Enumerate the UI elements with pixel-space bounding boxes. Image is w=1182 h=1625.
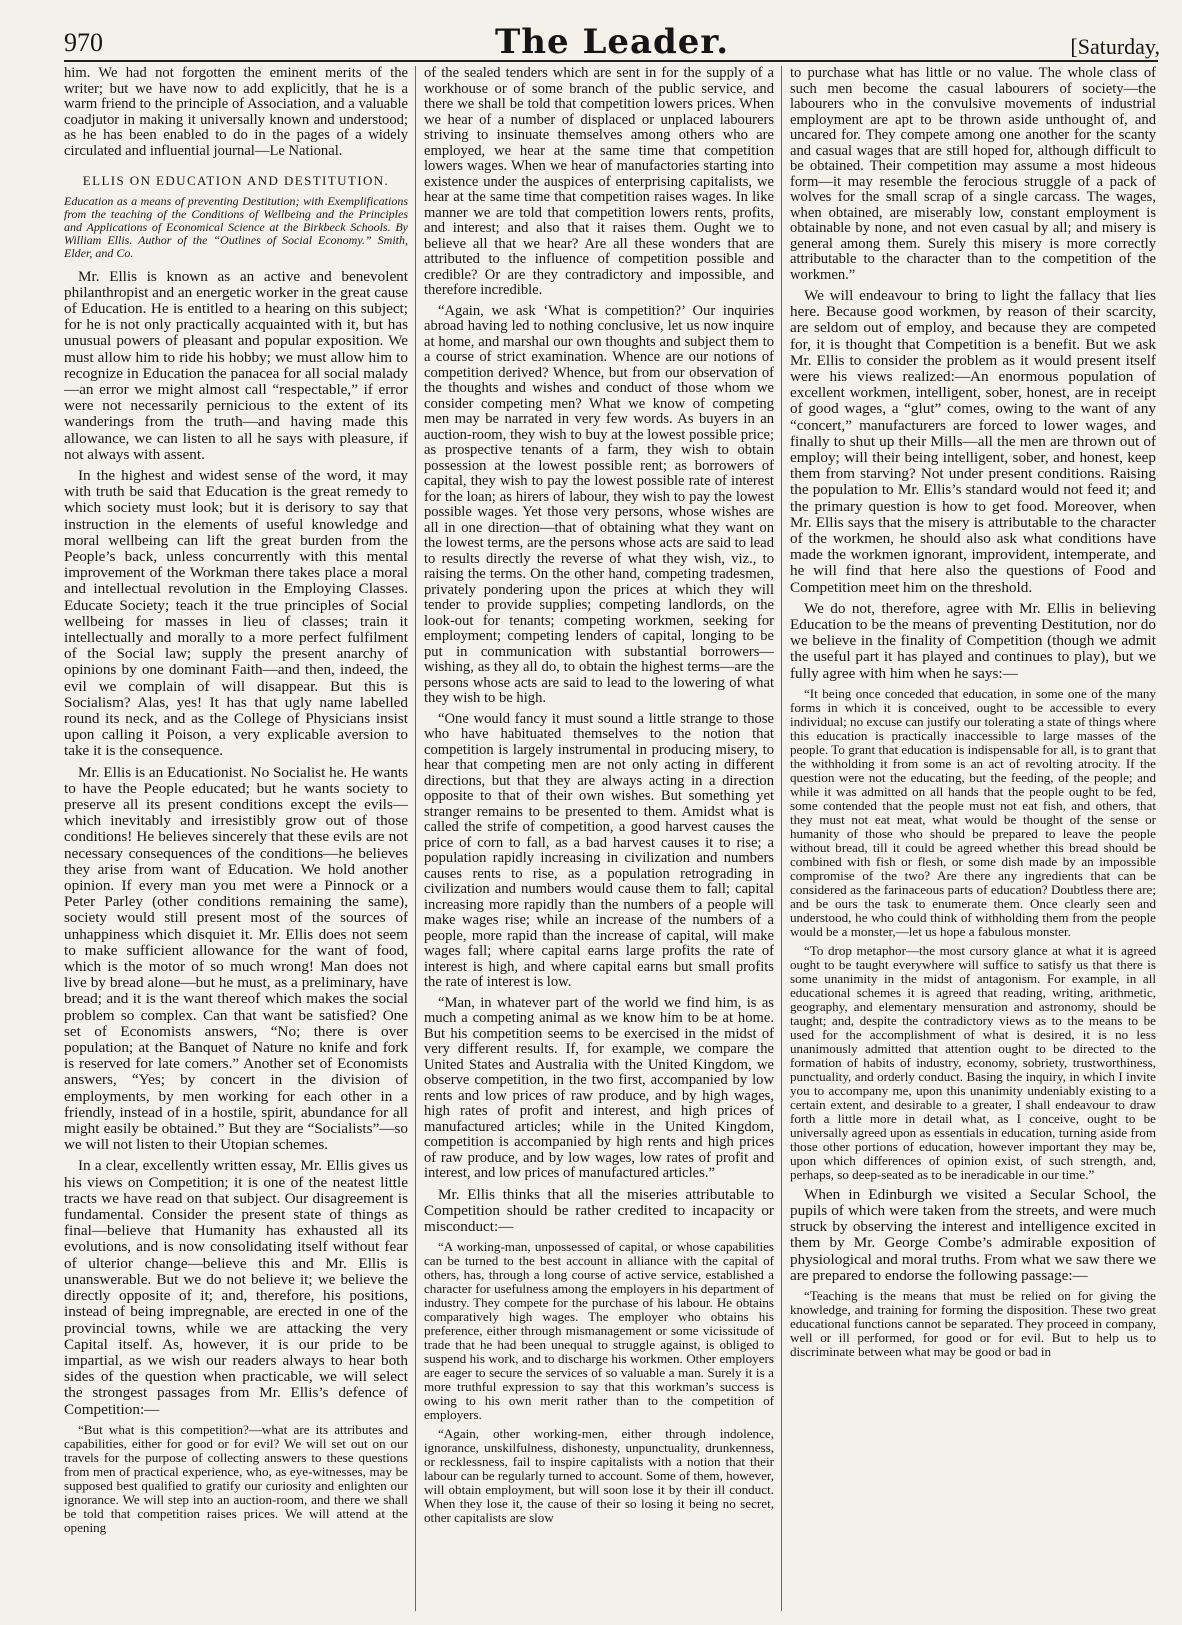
paragraph: “Man, in whatever part of the world we find him, is as much a competing animal as we know him to be at home. But his competition seems to be exercised in the midst of very different results. If, for example, we compare the United States and Australia with the United Kingdom, we observe competition, in the two first, accompanied by low rents and low prices of raw produce, and by high wages, high rates of profit and interest, and high prices of manufactured articles; while in the United Kingdom, competition is accompanied by high rents and high prices of raw produce, and by low wages, low rates of profit and interest, and low prices of manufactured articles.”	[424, 994, 774, 1181]
paragraph: “One would fancy it must sound a little strange to those who have habituated themselves to the notion that competition is largely instrumental in producing misery, to hear that competing men are not only acting in different directions, but that they are always acting in a direction opposite to that of their own wishes. But something yet stranger remains to be presented to them. Amidst what is called the strife of competition, a good harvest causes the price of corn to fall, as a bad harvest causes it to rise; a population rapidly increasing in civilization and numbers causes rents to rise, as a population retrograding in civilization and numbers would cause them to fall; capital increasing more rapidly than the numbers of a people will make wages rise; while an increase of the numbers of a people, more rapid than the increase of capital, will make wages fall; where capital earns large profits the rate of interest is high, and where capital earns but small profits the rate of interest is low.	[424, 710, 774, 990]
column-2	[424, 66, 774, 1611]
header-day: [Saturday,	[1070, 34, 1160, 59]
article-heading: ELLIS ON EDUCATION AND DESTITUTION.	[82, 173, 390, 188]
column-1	[64, 66, 408, 1611]
paragraph: In a clear, excellently written essay, Mr. Ellis gives us his views on Competition; it is one of the neatest little tracts we have read on that subject. Our disagreement is fundamental. Consider the present state of things as final—believe that Humanity has exhausted all its evolutions, and is now consolidating itself without fear of ulterior change—believe this and Mr. Ellis is unanswerable. But we do not believe it; we believe the directly opposite of it; and, therefore, his positions, instead of being impregnable, are erected in one of the provincial towns, while we are attacking the very Capital itself. As, however, it is our pride to be impartial, as we wish our readers always to hear both sides of the question when practicable, we will select the strongest passages from Mr. Ellis’s defence of Competition:—	[64, 1157, 408, 1418]
quote-paragraph: “Teaching is the means that must be relied on for giving the knowledge, and training for forming the disposition. These two great educational functions cannot be separated. They proceed in company, well or ill performed, for good or for evil. But to help us to discriminate between what may be good or bad in	[790, 1288, 1156, 1360]
paragraph: Mr. Ellis thinks that all the miseries attributable to Competition should be rather credited to incapacity or misconduct:—	[424, 1185, 774, 1235]
paragraph: Mr. Ellis is an Educationist. No Socialist he. He wants to have the People educated; but he wants society to preserve all its present conditions except the evils—which inevitably and irresistibly grow out of those conditions! He believes sincerely that these evils are not necessary consequences of the conditions—he believes they arise from want of Education. We hold another opinion. If every man you met were a Pinnock or a Peter Parley (other conditions remaining the same), society would still present most of the sources of unhappiness which disquiet it. Mr. Ellis does not seem to make sufficient allowance for the want of food, which is the motor of so much wrong! Man does not live by bread alone—but he must, as a preliminary, have bread; and it is the want thereof which makes the social problem so complex. Can that want be satisfied? One set of Economists answers, “No; there is over population; at the Banquet of Nature no knife and fork is reserved for late comers.” Another set of Economists answers, “Yes; by concert in the division of employments, by men working for each other in a friendly, instead of in a hostile, spirit, abundance for all might easily be obtained.” But they are “Socialists”—so we will not listen to their Utopian schemes.	[64, 763, 408, 1154]
paragraph: We will endeavour to bring to light the fallacy that lies here. Because good workmen, by reason of their scarcity, are seldom out of employ, and because they are competed for, it is thought that Competition is a benefit. But we ask Mr. Ellis to consider the problem as it would present itself were his views realized:—An enormous population of excellent workmen, intelligent, sober, honest, are in receipt of good wages, a “glut” comes, owing to the want of any “concert,” manufacturers are forced to lower wages, and finally to shut up their Mills—all the men are thrown out of employ; will their being intelligent, sober, and honest, keep them from starving? Not under present conditions. Raising the population to Mr. Ellis’s standard would not feed it; and the primary question is how to get food. Moreover, when Mr. Ellis says that the misery is attributable to the character of the workmen, he should also ask what conditions have made the workmen ignorant, improvident, intemperate, and he will find that here also the questions of Food and Competition meet him on the threshold.	[790, 287, 1156, 596]
quote-paragraph: “Again, other working-men, either through indolence, ignorance, unskilfulness, dishonesty, unpunctuality, drunkenness, or recklessness, fail to inspire capitalists with a notion that their labour can be regularly turned to account. Some of them, however, will obtain employment, but will soon lose it by their ill conduct. When they lose it, the cause of their so losing it being no secret, other capitalists are slow	[424, 1426, 774, 1526]
header-rule	[64, 60, 1158, 62]
paragraph: When in Edinburgh we visited a Secular School, the pupils of which were taken from the streets, and were much struck by observing the interest and intelligence excited in them by Mr. George Combe’s admirable exposition of physiological and moral truths. From what we saw there we are prepared to endorse the following passage:—	[790, 1185, 1156, 1284]
quote-paragraph: “To drop metaphor—the most cursory glance at what it is agreed ought to be taught everywhere will suffice to satisfy us that there is some unanimity in the midst of antagonism. For example, in all educational schemes it is agreed that reading, writing, arithmetic, geography, and elementary mensuration and astronomy, should be taught; and, despite the contradictory views as to the means to be used for the accomplishment of what is desired, it is no less unanimously admitted that attention ought to be directed to the formation of habits of industry, economy, sobriety, trustworthiness, punctuality, and orderly conduct. Basing the inquiry, in which I invite you to accompany me, upon this unanimity undeniably existing to a certain extent, and desirable to a greater, I shall endeavour to draw forth a little more in detail what, as I conceive, ought to be universally agreed upon as essentials in education, turning aside from those other portions of education, however important they may be, upon which differences of opinion exist, of such strength, and, perhaps, so deep-seated as to be ineradicable in our time.”	[790, 942, 1156, 1182]
paragraph: Mr. Ellis is known as an active and benevolent philanthropist and an energetic worker in the great cause of Education. He is entitled to a hearing on this subject; for he is not only practically acquainted with it, but has unusual powers of pleasant and popular exposition. We must allow him to ride his hobby; we must allow him to recognize in Education the panacea for all social malady—an error we might almost call “respectable,” if error were not necessarily pernicious to the extent of its wanderings from the truth—and having made this allowance, we can listen to all he says with pleasure, if not always with assent.	[64, 267, 408, 463]
column-divider	[415, 66, 416, 1611]
paragraph: to purchase what has little or no value. The whole class of such men become the casual labourers of society—the labourers who in the convulsive movements of industrial employment are apt to be thrown aside unthought of, and uncared for. They compete among one another for the scanty and casual wages that are still hoped for, although difficult to be obtained. Their competition may assume a most hideous form—it may resemble the ferocious struggle of a pack of wolves for the small scrap of a single carcass. The wages, when obtained, are miserably low, constant employment is obtainable by none, and not even casual by all; and misery is general among them. Surely this misery is more correctly attributable to the character than to the competition of the workmen.”	[790, 66, 1156, 283]
paragraph: “Again, we ask ‘What is competition?’ Our inquiries abroad having led to nothing conclusive, let us now inquire at home, and marshal our own thoughts and subject them to a course of strict examination. Whence are our notions of competition derived? Whence, but from our observation of the thoughts and wishes and conduct of those whom we consider competing men? What we know of competing men may be narrated in very few words. As buyers in an auction-room, they wish to buy at the lowest possible price; as prospective tenants of a farm, they wish to obtain possession at the lowest possible rent; as borrowers of capital, they wish to pay the lowest possible rate of interest for the loan; as hirers of labour, they wish to pay the lowest possible wages. Yet those very persons, whose wishes are all in one direction—that of obtaining what they want on the lowest terms, are the persons whose acts are said to lead to results directly the reverse of what they wish, viz., to raising the terms. On the other hand, competing tradesmen, privately pondering upon the prices at which they will tender to provide supplies; competing landlords, on the look-out for tenants; competing workmen, seeking for employment; competing lenders of capital, longing to be put in communication with substantial borrowers—wishing, as they all do, to obtain the highest terms—are the persons whose acts are said to lead to the lowering of what they wish to be high.	[424, 302, 774, 706]
paragraph: of the sealed tenders which are sent in for the supply of a workhouse or of some branch of the public service, and there we shall be told that competition lowers prices. When we hear of a number of displaced or unplaced labourers striving to insinuate themselves among others who are employed, we hear at the same time that competition lowers wages. When we hear of manufactories starting into existence under the auspices of enterprising capitalists, we hear at the same time that competition raises wages. In like manner we are told that competition lowers rents, profits, and interest; and also that it raises them. Ought we to believe all that we hear? Are all these wonders that are attributed to the influence of competition possible and credible? Or are they contradictory and impossible, and therefore incredible.	[424, 66, 774, 298]
article-subtitle: Education as a means of preventing Destitution; with Exemplifications from the teaching of the Conditions of Wellbeing and the Principles and Applications of Economical Science at the Birkbeck Schools. By William Ellis. Author of the “Outlines of Social Economy.” Smith, Elder, and Co.	[64, 193, 408, 260]
paragraph: In the highest and widest sense of the word, it may with truth be said that Education is the great remedy to which society must look; but it is derisory to say that instruction in the elements of useful knowledge and moral wellbeing can lift the great burden from the People’s back, unless concurrently with this mental improvement of the Workman there takes place a moral and intellectual revolution in the Employing Classes. Educate Society; teach it the true principles of Social wellbeing for masses in lieu of classes; train it intellectually and morally to a more perfect fulfilment of the Social law; supply the present anarchy of opinions by one dominant Faith—and then, indeed, the evil we complain of will disappear. But this is Socialism? Alas, yes! It has that ugly name labelled round its neck, and as the College of Physicians insist upon calling it Poison, a very explicable aversion to take it is the consequence.	[64, 466, 408, 760]
masthead-title: The Leader.	[494, 22, 730, 62]
paragraph: We do not, therefore, agree with Mr. Ellis in believing Education to be the means of preventing Destitution, nor do we believe in the finality of Competition (though we admit the useful part it has played and continues to play), but we fully agree with him when he says:—	[790, 599, 1156, 682]
quote-paragraph: “It being once conceded that education, in some one of the many forms in which it is conceived, ought to be accessible to every individual; no excuse can justify our tolerating a state of things where this education is practically inaccessible to large masses of the people. To grant that education is indispensable for all, is to grant that the withholding it from some is an act of revolting atrocity. If the question were not the educating, but the feeding, of the people; and while it was admitted on all hands that the people ought to be fed, some contended that the people must not eat fish, and others, that they must not eat meat, what would be thought of the sense or humanity of those who should be prepared to leave the people without bread, till it could be agreed whether this bread should be combined with fish or flesh, or some dish made by an impossible compromise of the two? Are there any ingredients that can be considered as the farinaceous parts of education? Doubtless there are; and be ours the task to enumerate them. Once clearly seen and understood, he who could think of withholding them from the people would be a monster,—let us hope a fabulous monster.	[790, 685, 1156, 939]
page-number: 970	[64, 28, 103, 57]
column-3	[790, 66, 1156, 1611]
quote-paragraph: “But what is this competition?—what are its attributes and capabilities, either for good or for evil? We will set out on our travels for the purpose of collecting answers to these questions from men of practical experience, who, as eye-witnesses, may be supposed best qualified to gratify our curiosity and enlighten our ignorance. We will step into an auction-room, and there we shall be told that competition raises prices. We will attend at the opening	[64, 1421, 408, 1535]
column-divider	[781, 66, 782, 1611]
paragraph: him. We had not forgotten the eminent merits of the writer; but we have now to add explicitly, that he is a warm friend to the principle of Association, and a valuable coadjutor in making it universally known and understood; as he has been enabled to do in the pages of a widely circulated and influential journal—Le National.	[64, 66, 408, 159]
quote-paragraph: “A working-man, unpossessed of capital, or whose capabilities can be turned to the best account in alliance with the capital of others, has, through a long course of active service, established a character for usefulness among the employers in his department of industry. They compete for the purchase of his labour. He obtains comparatively high wages. The employer who obtains his preference, either through mismanagement or some vicissitude of trade that he had been unequal to struggle against, is obliged to suspend his work, and to discharge his workmen. Other employers are eager to secure the services of so valuable a man. Surely it is a more truthful expression to say that this workman’s success is owing to his own merit rather than to the competition of employers.	[424, 1239, 774, 1423]
